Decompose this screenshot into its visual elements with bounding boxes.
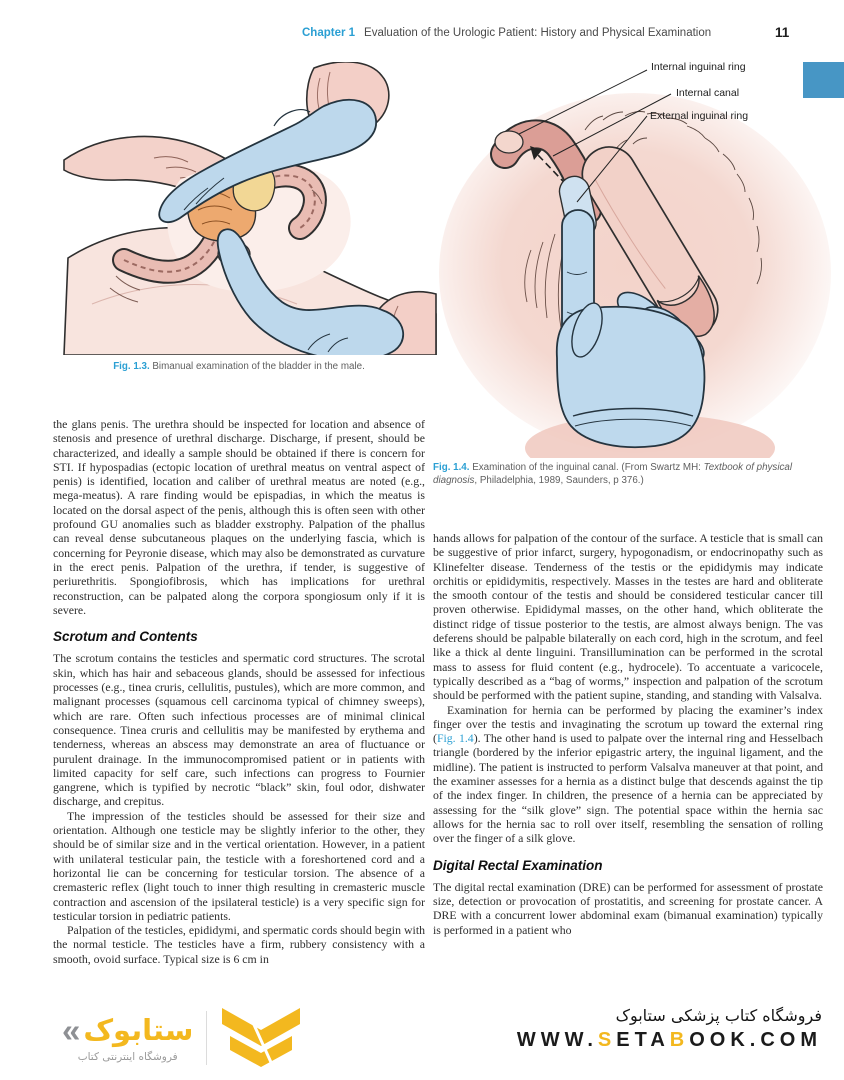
paragraph-text: Examination for hernia can be performed by placing the examiner’s index finger over the testis and invaginating the scrotum up toward the external ring ( xyxy=(433,702,823,746)
fig-1-4-caption-post: , Philadelphia, 1989, Saunders, p 376.) xyxy=(474,475,644,486)
fig-1-4-illustration xyxy=(435,58,833,458)
fig-1-3-caption xyxy=(53,360,425,373)
guillemet-icon: « xyxy=(62,1011,81,1049)
paragraph xyxy=(433,703,823,846)
fig-1-4-caption-book-title: Textbook of physical diagnosis xyxy=(433,462,793,486)
page-number: 11 xyxy=(775,25,790,40)
chapter-label: Chapter 1 xyxy=(302,27,356,39)
fig-1-4-caption-label: Fig. 1.4. xyxy=(433,462,470,473)
paragraph: hands allows for palpation of the contour of the surface. A testicle that is small can be suggestive of prior infarct, surgery, hypogonadism, or endocrinopathy such as Klinefelter disease. Tenderness of the testis or the epididymis may indicate orchitis or epididymitis, respectively. Masses in the testes are hard and obliterate the smooth contour of the testis and should be considered testicular cancer till proven otherwise. Epididymal masses, on the other hand, which obliterate the distinct ridge of tissue posterior to the testis, are almost always benign. The vas deferens should be palpable bilaterally on each cord, high in the scrotum, and feel like a thick al dente linguini. Transillumination can be performed in the scrotal mass to assess for fluid content (e.g., hydrocele). To accentuate a varicocele, typically described as a “bag of worms,” inspection and palpation of the scrotum should be performed with the patient supine, standing, and standing with Valsalva. xyxy=(433,531,823,703)
chapter-title: Evaluation of the Urologic Patient: History and Physical Examination xyxy=(364,27,712,39)
store-url xyxy=(517,1029,822,1052)
fig-1-3-caption-label: Fig. 1.3. xyxy=(113,361,150,372)
fig-1-3-illustration xyxy=(62,62,438,355)
url-part: B xyxy=(669,1029,690,1051)
bimanual-exam-drawing xyxy=(62,62,438,355)
url-part: OOK.COM xyxy=(689,1029,822,1051)
fig-label-external-inguinal-ring: External inguinal ring xyxy=(650,110,749,122)
paragraph: The impression of the testicles should be assessed for their size and orientation. Although one testicle may be slightly inferior to the other, they should be of similar size and in the vertical orientation. However, in a patient with unilateral testicular pain, the testicle with a foreshortened cord and a horizontal lie can be concerning for testicular torsion. The absence of a cremasteric reflex (light touch to inner thigh resulting in cremasteric muscle contraction and ascension of the ipsilateral testicle) is a very specific sign for testicular torsion in pediatric patients. xyxy=(53,808,425,923)
footer-watermark xyxy=(0,999,844,1080)
store-title-fa: فروشگاه کتاب پزشکی ستابوک xyxy=(615,1006,822,1025)
section-heading-digital-rectal-examination: Digital Rectal Examination xyxy=(433,857,603,873)
running-header xyxy=(302,27,711,39)
paragraph: The scrotum contains the testicles and spermatic cord structures. The scrotal skin, which has hair and sebaceous glands, should be assessed for infectious processes (e.g., tinea cruris, cellulitis, pustules), which are more common, and malignant processes (squamous cell carcinoma typical of chimney sweeps), which are rare. Often such infectious processes are of minimal clinical consequence. Tinea cruris and cellulitis may be manifested by erythema and tenderness, whereas an abscess may demonstrate an area of fluctuance or purulent drainage. In the immunocompromised patient or in patients with limited capacity for self care, such infections can progress to Fournier gangrene, which is typified by necrotic “black” skin, foul odor, dishwater discharge, and crepitus. xyxy=(53,651,425,809)
url-part: WWW. xyxy=(516,1029,598,1051)
fig-label-internal-canal: Internal canal xyxy=(676,87,740,99)
section-heading-scrotum-and-contents: Scrotum and Contents xyxy=(53,629,198,645)
fig-label-internal-inguinal-ring: Internal inguinal ring xyxy=(651,61,746,73)
fig-1-4-caption-pre: Examination of the inguinal canal. (From Swartz MH: xyxy=(469,462,704,473)
paragraph: the glans penis. The urethra should be inspected for location and absence of stenosis and presence of urethral discharge. Discharge, if present, should be characterized, and ideally a sample should be obtained if there is concern for STI. If hypospadias (ectopic location of urethral meatus on ventral aspect of penis) is identified, location and caliber of urethral meatus are noted (e.g., mega-meatus). A rare finding would be epispadias, in which the meatus is located on the dorsal aspect of the penis, although this is often seen with other profound GU anomalies such as bladder exstrophy. Palpation of the phallus can reveal dense subcutaneous plaques on the underlying fascia, which is concerning for Peyronie disease, which may also be demonstrated as curvature in the erect penis. Palpation of the urethra, if tender, is suggestive of periurethritis. Spongiofibrosis, which has implications for urethral reconstruction, can be palpated along the corpora spongiosum only if it is severe. xyxy=(53,417,425,617)
paragraph-text: ). The other hand is used to palpate over the internal ring and Hesselbach triangle (bordered by the inferior epigastric artery, the inguinal ligament, and the midline). The patient is instructed to perform Valsalva maneuver at that point, and the examiner assesses for a hernia as a distinct bulge that descends against the tip of the index finger. In children, the presence of a hernia can be appreciated by assessing for the “silk glove” sign. The potential space within the hernia sac allows for the hernia sac to roll over itself, resembling the sensation of rolling over the finger of a silk glove. xyxy=(433,731,823,846)
setabook-logo-text-block xyxy=(62,1011,194,1063)
inguinal-canal-drawing xyxy=(435,58,833,458)
setabook-tagline-fa: فروشگاه اینترنتی کتاب xyxy=(77,1050,178,1063)
paragraph: The digital rectal examination (DRE) can be performed for assessment of prostate size, detection or provocation of prostatitis, and screening for prostate cancer. A DRE with a concurrent lower abdominal exam (bimanual examination) typically is performed in a patient who xyxy=(433,879,823,937)
figure-1-4-crossref-link[interactable]: Fig. 1.4 xyxy=(436,731,474,746)
logo-divider xyxy=(206,1011,207,1065)
setabook-logo xyxy=(62,1007,302,1069)
fig-1-3-caption-text: Bimanual examination of the bladder in the male. xyxy=(149,361,365,372)
double-chevron-icon xyxy=(220,1007,302,1069)
url-part: ETA xyxy=(616,1029,670,1051)
paragraph: Palpation of the testicles, epididymi, and spermatic cords should begin with the normal testicle. The testicles have a firm, rubbery consistency with a smooth, ovoid surface. Typical size is 6 cm in xyxy=(53,923,425,966)
right-text-column xyxy=(433,531,823,999)
setabook-wordmark-fa: ستابوک xyxy=(83,1012,194,1047)
setabook-wordmark xyxy=(62,1011,194,1049)
fig-1-4-caption xyxy=(433,461,831,487)
url-part: S xyxy=(597,1029,617,1051)
footer-store-info xyxy=(517,1006,822,1052)
left-text-column xyxy=(53,417,425,999)
